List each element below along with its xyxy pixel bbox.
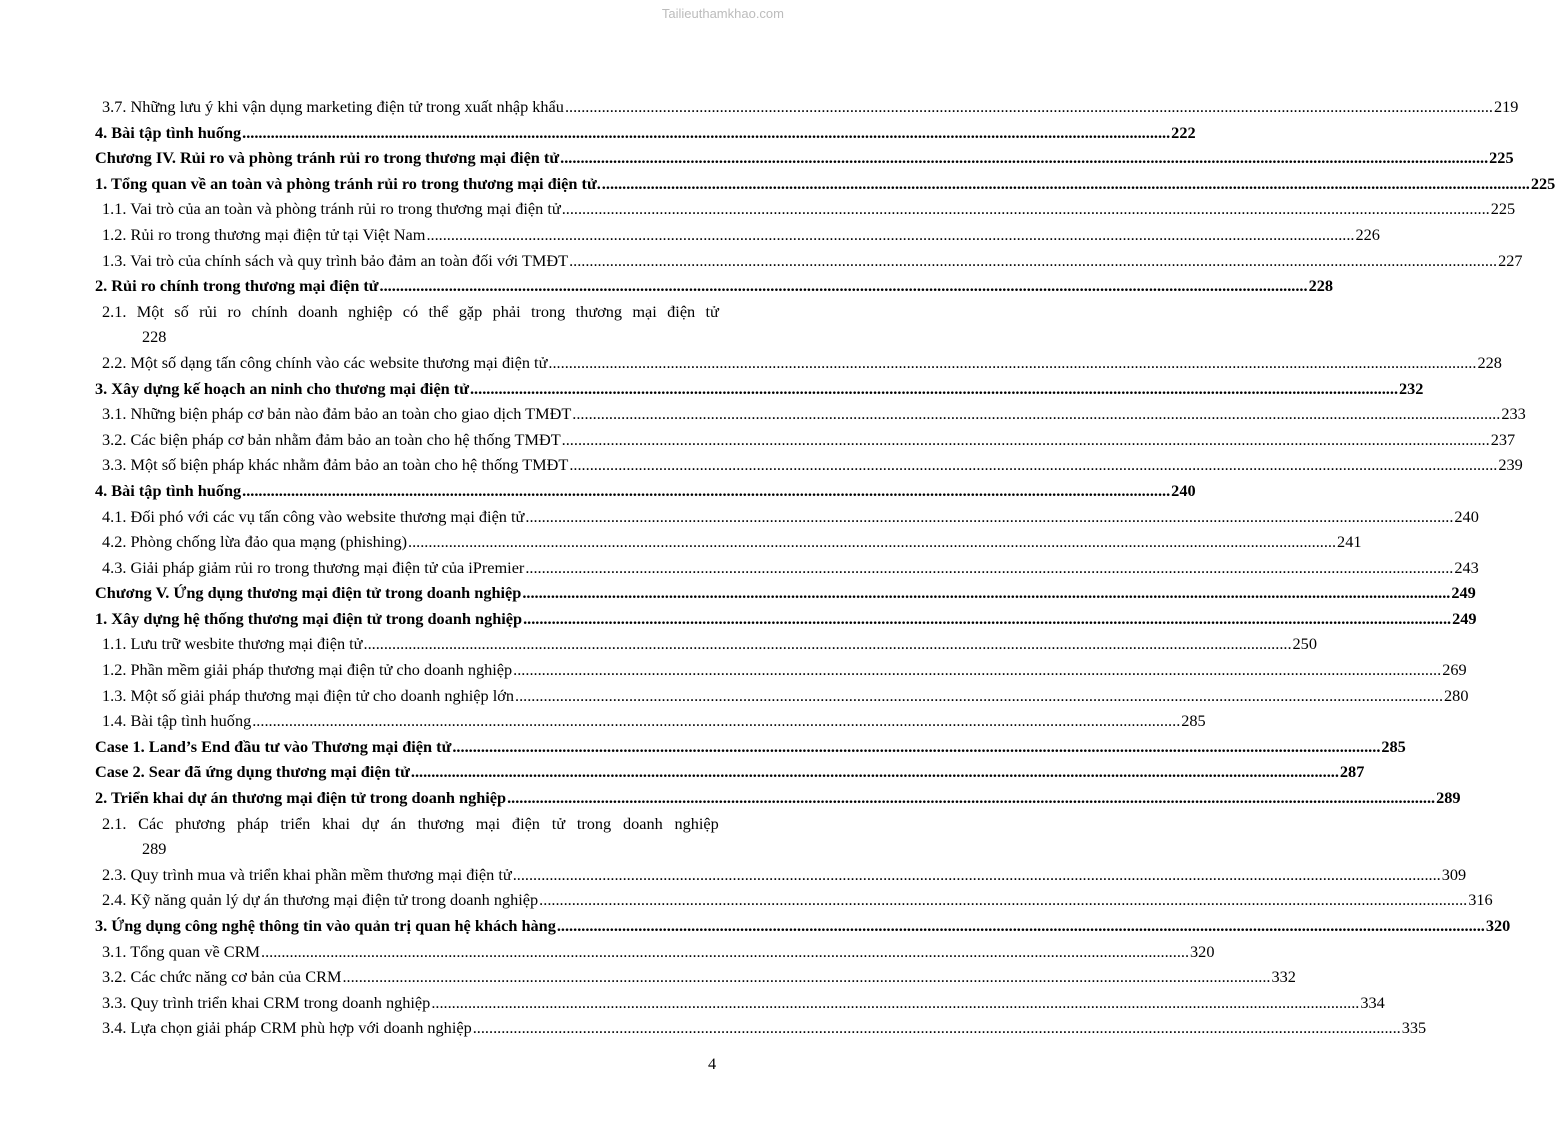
toc-entry[interactable] <box>95 529 1362 555</box>
toc-entry-page: 232 <box>1399 378 1424 398</box>
toc-entry[interactable] <box>95 196 1516 222</box>
toc-entry[interactable] <box>95 964 1296 990</box>
watermark: Tailieuthamkhao.com <box>661 6 784 21</box>
dot-leader <box>560 145 1488 171</box>
toc-entry-page: 241 <box>1337 532 1362 552</box>
dot-leader <box>261 939 1189 965</box>
toc-entry[interactable] <box>95 1015 1427 1041</box>
toc-entry-page: 239 <box>1498 455 1523 475</box>
toc-entry-title: 2. Triển khai dự án thương mại điện tử trong doanh nghiệp <box>95 788 507 808</box>
dot-leader <box>569 248 1497 274</box>
toc-entry-page: 309 <box>1441 864 1467 884</box>
toc-entry-title: 3.7. Những lưu ý khi vận dụng marketing điện tử trong xuất nhập khẩu <box>102 97 564 116</box>
dot-leader <box>515 683 1443 709</box>
toc-entry-title: 1.1. Lưu trữ wesbite thương mại điện tử <box>102 634 363 654</box>
toc-entry-title: 3.4. Lựa chọn giải pháp CRM phù hợp với doanh nghiệp <box>102 1018 472 1038</box>
toc-heading[interactable] <box>95 376 1424 402</box>
toc-entry[interactable] <box>95 811 719 862</box>
dot-leader <box>548 350 1476 376</box>
dot-leader <box>470 376 1398 402</box>
dot-leader <box>507 785 1435 811</box>
toc-entry[interactable] <box>95 862 1467 888</box>
dot-leader <box>242 478 1170 504</box>
toc-entry-page: 225 <box>1490 199 1516 219</box>
toc-entry-title: 1.3. Một số giải pháp thương mại điện tử cho doanh nghiệp lớn <box>102 685 514 705</box>
toc-entry-title: 1. Tổng quan về an toàn và phòng tránh rủi ro trong thương mại điện tử. <box>95 173 601 193</box>
toc-heading[interactable] <box>95 606 1477 632</box>
dot-leader <box>525 555 1453 581</box>
dot-leader <box>364 631 1292 657</box>
toc-entry-page: 243 <box>1454 557 1479 577</box>
toc-heading[interactable] <box>95 273 1333 299</box>
dot-leader <box>523 606 1451 632</box>
toc-entry-page: 249 <box>1452 608 1477 628</box>
toc-heading[interactable] <box>95 478 1196 504</box>
toc-entry-title: 3.1. Tổng quan về CRM <box>102 941 260 961</box>
dot-leader <box>380 273 1308 299</box>
toc-entry-title: 2.2. Một số dạng tấn công chính vào các website thương mại điện tử <box>102 352 548 372</box>
toc-entry[interactable] <box>95 299 719 350</box>
toc-entry-page: 240 <box>1454 506 1479 526</box>
toc-entry-title: 2. Rủi ro chính trong thương mại điện tử <box>95 276 379 296</box>
page-number: 4 <box>708 1054 717 1073</box>
toc-entry-page: 289 <box>142 839 167 859</box>
toc-entry-title: 3.1. Những biện pháp cơ bản nào đảm bảo an toàn cho giao dịch TMĐT <box>102 404 572 424</box>
toc-entry-title: Chương IV. Rủi ro và phòng tránh rủi ro trong thương mại điện tử <box>95 148 560 168</box>
toc-entry-title: 3.3. Một số biện pháp khác nhằm đảm bảo an toàn cho hệ thống TMĐT <box>102 455 569 475</box>
toc-entry-page: 219 <box>1493 97 1519 116</box>
toc-entry-title: 1.3. Vai trò của chính sách và quy trình bảo đảm an toàn đối với TMĐT <box>102 250 569 270</box>
toc-entry-title: 3.2. Các biện pháp cơ bản nhằm đảm bảo an toàn cho hệ thống TMĐT <box>102 429 561 449</box>
dot-leader <box>408 529 1336 555</box>
toc-entry-page: 316 <box>1468 890 1493 910</box>
dot-leader <box>252 708 1180 734</box>
dot-leader <box>572 401 1500 427</box>
toc-entry[interactable] <box>95 631 1317 657</box>
toc-entry-page: 249 <box>1451 583 1476 603</box>
toc-entry[interactable] <box>95 555 1479 581</box>
dot-leader <box>342 964 1270 990</box>
toc-entry-page: 287 <box>1339 762 1365 782</box>
toc-entry-title: 2.3. Quy trình mua và triển khai phần mềm thương mại điện tử <box>102 864 512 884</box>
toc-entry-page: 225 <box>1530 173 1555 193</box>
dot-leader <box>411 759 1339 785</box>
table-of-contents <box>95 94 1555 1041</box>
toc-heading[interactable] <box>95 120 1196 146</box>
toc-entry-title: 4.3. Giải pháp giảm rủi ro trong thương mại điện tử của iPremier <box>102 557 525 577</box>
dot-leader <box>513 862 1441 888</box>
toc-heading[interactable] <box>95 785 1461 811</box>
toc-heading[interactable] <box>95 913 1511 939</box>
dot-leader <box>452 734 1380 760</box>
toc-entry[interactable] <box>95 350 1502 376</box>
toc-heading[interactable] <box>95 734 1406 760</box>
toc-entry-title: 1. Xây dựng hệ thống thương mại điện tử trong doanh nghiệp <box>95 608 523 628</box>
toc-entry-page: 222 <box>1171 122 1196 142</box>
toc-entry-title: 3. Xây dựng kế hoạch an ninh cho thương mại điện tử <box>95 378 469 398</box>
toc-entry-page: 289 <box>1436 788 1461 808</box>
dot-leader <box>525 504 1453 530</box>
toc-entry-title: Case 2. Sear đã ứng dụng thương mại điện tử <box>95 762 410 782</box>
toc-entry-page: 334 <box>1360 992 1385 1012</box>
toc-entry-page: 320 <box>1190 941 1215 961</box>
toc-entry-title: 3.3. Quy trình triển khai CRM trong doanh nghiệp <box>102 992 431 1012</box>
toc-entry[interactable] <box>95 452 1523 478</box>
toc-heading[interactable] <box>95 580 1476 606</box>
toc-entry[interactable] <box>95 427 1516 453</box>
toc-entry-title: 4. Bài tập tình huống <box>95 480 242 500</box>
dot-leader <box>562 196 1490 222</box>
toc-entry-page: 226 <box>1355 224 1380 244</box>
toc-entry[interactable] <box>95 401 1526 427</box>
toc-entry-title: 1.2. Phần mềm giải pháp thương mại điện tử cho doanh nghiệp <box>102 660 513 680</box>
toc-entry-page: 280 <box>1444 685 1469 705</box>
toc-entry[interactable] <box>95 708 1206 734</box>
toc-entry-page: 228 <box>1477 352 1502 372</box>
toc-entry-page: 240 <box>1171 480 1196 500</box>
toc-heading[interactable] <box>95 145 1514 171</box>
toc-entry-title: Case 1. Land’s End đầu tư vào Thương mại điện tử <box>95 736 452 756</box>
toc-entry-title: 2.1. Các phương pháp triển khai dự án thương mại điện tử trong doanh nghiệp <box>102 813 719 833</box>
dot-leader <box>242 120 1170 146</box>
toc-entry-page: 332 <box>1271 967 1296 987</box>
toc-entry-title: 2.1. Một số rủi ro chính doanh nghiệp có thể gặp phải trong thương mại điện tử <box>102 301 719 321</box>
toc-entry-page: 228 <box>142 327 167 347</box>
toc-entry[interactable] <box>95 683 1469 709</box>
toc-entry-page: 237 <box>1490 429 1516 449</box>
dot-leader <box>522 580 1450 606</box>
toc-entry-page: 225 <box>1489 148 1514 168</box>
toc-entry-title: 3.2. Các chức năng cơ bản của CRM <box>102 967 342 987</box>
dot-leader <box>431 990 1359 1016</box>
dot-leader <box>562 427 1490 453</box>
toc-heading[interactable] <box>95 759 1365 785</box>
toc-entry[interactable] <box>95 504 1479 530</box>
toc-entry-title: 1.4. Bài tập tình huống <box>102 711 252 731</box>
toc-entry-title: 4. Bài tập tình huống <box>95 122 242 142</box>
toc-entry-page: 285 <box>1181 711 1206 731</box>
toc-entry[interactable] <box>95 94 1519 120</box>
toc-entry[interactable] <box>95 248 1523 274</box>
dot-leader <box>513 657 1441 683</box>
toc-entry-title: 3. Ứng dụng công nghệ thông tin vào quản trị quan hệ khách hàng <box>95 916 556 935</box>
toc-entry-page: 227 <box>1498 250 1523 270</box>
toc-entry-title: 4.2. Phòng chống lừa đảo qua mạng (phishing) <box>102 532 408 552</box>
toc-entry[interactable] <box>95 222 1380 248</box>
toc-entry-title: 1.1. Vai trò của an toàn và phòng tránh rủi ro trong thương mại điện tử <box>102 199 561 219</box>
toc-entry-page: 335 <box>1401 1018 1427 1038</box>
dot-leader <box>473 1015 1401 1041</box>
toc-entry[interactable] <box>95 939 1215 965</box>
toc-entry[interactable] <box>95 990 1385 1016</box>
toc-entry-title: 2.4. Kỹ năng quản lý dự án thương mại điện tử trong doanh nghiệp <box>102 890 539 910</box>
dot-leader <box>539 887 1467 913</box>
dot-leader <box>565 94 1493 120</box>
toc-entry-page: 228 <box>1308 276 1333 296</box>
toc-entry[interactable] <box>95 887 1493 913</box>
toc-entry-title: Chương V. Ứng dụng thương mại điện tử trong doanh nghiệp <box>95 583 522 603</box>
toc-entry-title: 4.1. Đối phó với các vụ tấn công vào website thương mại điện tử <box>102 506 525 526</box>
toc-entry[interactable] <box>95 657 1467 683</box>
toc-entry-page: 269 <box>1442 660 1467 680</box>
toc-entry-title: 1.2. Rủi ro trong thương mại điện tử tại Việt Nam <box>102 224 426 244</box>
toc-entry-page: 320 <box>1485 916 1511 935</box>
toc-heading[interactable] <box>95 171 1555 197</box>
dot-leader <box>569 452 1497 478</box>
dot-leader <box>602 171 1530 197</box>
toc-entry-page: 250 <box>1292 634 1317 654</box>
toc-entry-page: 285 <box>1381 736 1406 756</box>
toc-entry-page: 233 <box>1501 404 1526 424</box>
dot-leader <box>426 222 1354 248</box>
dot-leader <box>557 913 1485 939</box>
